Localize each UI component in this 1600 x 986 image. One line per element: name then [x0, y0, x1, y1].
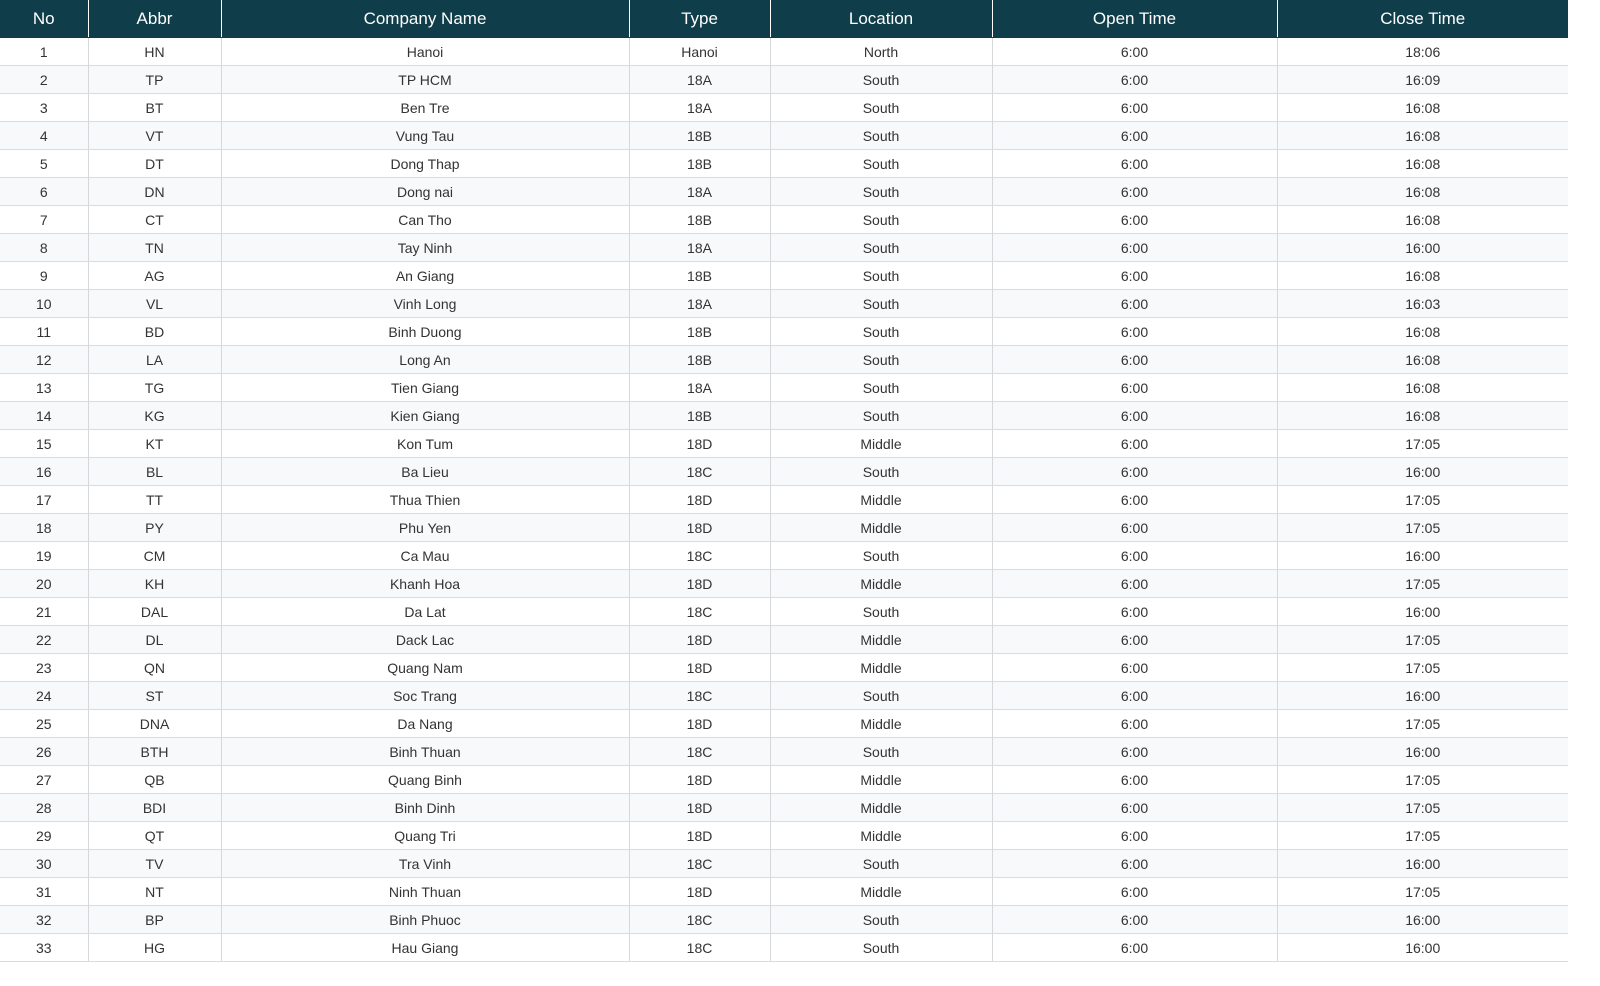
table-row[interactable] [0, 626, 1568, 654]
cell-location: South [770, 150, 992, 178]
cell-no: 31 [0, 878, 88, 906]
cell-no: 9 [0, 262, 88, 290]
cell-no: 3 [0, 94, 88, 122]
cell-abbr: TG [88, 374, 221, 402]
cell-no: 6 [0, 178, 88, 206]
column-header-type[interactable]: Type [629, 0, 770, 38]
cell-company-name: Ben Tre [221, 94, 629, 122]
cell-close-time: 16:00 [1277, 458, 1568, 486]
cell-type: 18C [629, 906, 770, 934]
cell-abbr: DAL [88, 598, 221, 626]
cell-close-time: 16:09 [1277, 66, 1568, 94]
cell-type: 18B [629, 402, 770, 430]
cell-type: Hanoi [629, 38, 770, 66]
cell-open-time: 6:00 [992, 486, 1277, 514]
cell-close-time: 17:05 [1277, 766, 1568, 794]
table-row[interactable] [0, 206, 1568, 234]
cell-abbr: QT [88, 822, 221, 850]
cell-company-name: Binh Phuoc [221, 906, 629, 934]
cell-no: 15 [0, 430, 88, 458]
cell-type: 18D [629, 822, 770, 850]
cell-location: South [770, 598, 992, 626]
cell-company-name: TP HCM [221, 66, 629, 94]
cell-type: 18A [629, 374, 770, 402]
cell-close-time: 17:05 [1277, 710, 1568, 738]
table-row[interactable] [0, 682, 1568, 710]
table-row[interactable] [0, 290, 1568, 318]
cell-open-time: 6:00 [992, 290, 1277, 318]
cell-type: 18B [629, 318, 770, 346]
cell-abbr: QN [88, 654, 221, 682]
cell-open-time: 6:00 [992, 150, 1277, 178]
cell-company-name: Quang Nam [221, 654, 629, 682]
cell-abbr: QB [88, 766, 221, 794]
table-row[interactable] [0, 542, 1568, 570]
cell-company-name: Binh Duong [221, 318, 629, 346]
cell-abbr: KT [88, 430, 221, 458]
cell-company-name: An Giang [221, 262, 629, 290]
column-header-no[interactable]: No [0, 0, 88, 38]
cell-open-time: 6:00 [992, 458, 1277, 486]
cell-no: 24 [0, 682, 88, 710]
cell-type: 18D [629, 710, 770, 738]
table-row[interactable] [0, 458, 1568, 486]
cell-no: 19 [0, 542, 88, 570]
cell-company-name: Khanh Hoa [221, 570, 629, 598]
table-body [0, 38, 1568, 962]
cell-abbr: BL [88, 458, 221, 486]
table-row[interactable] [0, 234, 1568, 262]
cell-open-time: 6:00 [992, 906, 1277, 934]
cell-close-time: 17:05 [1277, 570, 1568, 598]
cell-no: 33 [0, 934, 88, 962]
gutter-header-strip [1568, 0, 1600, 37]
cell-location: South [770, 934, 992, 962]
cell-location: South [770, 318, 992, 346]
cell-abbr: LA [88, 346, 221, 374]
cell-no: 29 [0, 822, 88, 850]
cell-open-time: 6:00 [992, 262, 1277, 290]
cell-abbr: TN [88, 234, 221, 262]
cell-location: South [770, 346, 992, 374]
cell-type: 18C [629, 934, 770, 962]
cell-close-time: 17:05 [1277, 654, 1568, 682]
cell-location: South [770, 234, 992, 262]
cell-abbr: HN [88, 38, 221, 66]
column-header-abbr[interactable]: Abbr [88, 0, 221, 38]
cell-open-time: 6:00 [992, 570, 1277, 598]
cell-location: South [770, 458, 992, 486]
table-row[interactable] [0, 934, 1568, 962]
cell-company-name: Kien Giang [221, 402, 629, 430]
cell-no: 20 [0, 570, 88, 598]
cell-location: Middle [770, 430, 992, 458]
cell-close-time: 17:05 [1277, 878, 1568, 906]
cell-open-time: 6:00 [992, 850, 1277, 878]
cell-abbr: TV [88, 850, 221, 878]
cell-company-name: Dack Lac [221, 626, 629, 654]
cell-type: 18D [629, 794, 770, 822]
cell-no: 23 [0, 654, 88, 682]
cell-no: 13 [0, 374, 88, 402]
cell-company-name: Thua Thien [221, 486, 629, 514]
cell-abbr: DNA [88, 710, 221, 738]
cell-type: 18D [629, 878, 770, 906]
cell-close-time: 17:05 [1277, 626, 1568, 654]
cell-abbr: DN [88, 178, 221, 206]
cell-no: 10 [0, 290, 88, 318]
cell-location: South [770, 122, 992, 150]
cell-company-name: Kon Tum [221, 430, 629, 458]
cell-no: 16 [0, 458, 88, 486]
cell-no: 1 [0, 38, 88, 66]
cell-open-time: 6:00 [992, 402, 1277, 430]
cell-close-time: 16:08 [1277, 318, 1568, 346]
cell-location: North [770, 38, 992, 66]
table-row[interactable] [0, 122, 1568, 150]
cell-abbr: NT [88, 878, 221, 906]
cell-company-name: Binh Dinh [221, 794, 629, 822]
cell-location: Middle [770, 794, 992, 822]
cell-type: 18D [629, 766, 770, 794]
cell-close-time: 16:00 [1277, 542, 1568, 570]
cell-no: 8 [0, 234, 88, 262]
cell-open-time: 6:00 [992, 430, 1277, 458]
cell-company-name: Hanoi [221, 38, 629, 66]
cell-close-time: 16:08 [1277, 402, 1568, 430]
table-row[interactable] [0, 766, 1568, 794]
cell-no: 4 [0, 122, 88, 150]
cell-close-time: 16:00 [1277, 234, 1568, 262]
cell-no: 25 [0, 710, 88, 738]
cell-type: 18B [629, 122, 770, 150]
cell-company-name: Binh Thuan [221, 738, 629, 766]
cell-type: 18C [629, 850, 770, 878]
cell-type: 18A [629, 290, 770, 318]
table-row[interactable] [0, 710, 1568, 738]
table-header [0, 0, 1568, 38]
cell-location: South [770, 66, 992, 94]
cell-company-name: Soc Trang [221, 682, 629, 710]
cell-location: South [770, 94, 992, 122]
cell-company-name: Vinh Long [221, 290, 629, 318]
cell-no: 28 [0, 794, 88, 822]
cell-close-time: 16:03 [1277, 290, 1568, 318]
cell-open-time: 6:00 [992, 682, 1277, 710]
cell-open-time: 6:00 [992, 346, 1277, 374]
cell-type: 18D [629, 514, 770, 542]
cell-type: 18B [629, 206, 770, 234]
cell-type: 18C [629, 682, 770, 710]
cell-location: Middle [770, 570, 992, 598]
table-row[interactable] [0, 850, 1568, 878]
cell-type: 18C [629, 458, 770, 486]
table-row[interactable] [0, 402, 1568, 430]
cell-close-time: 16:00 [1277, 598, 1568, 626]
cell-open-time: 6:00 [992, 94, 1277, 122]
cell-abbr: BD [88, 318, 221, 346]
cell-open-time: 6:00 [992, 710, 1277, 738]
cell-location: South [770, 178, 992, 206]
column-header-close-time[interactable]: Close Time [1277, 0, 1568, 38]
cell-company-name: Dong Thap [221, 150, 629, 178]
cell-type: 18A [629, 94, 770, 122]
cell-company-name: Dong nai [221, 178, 629, 206]
cell-location: South [770, 206, 992, 234]
cell-type: 18C [629, 598, 770, 626]
cell-company-name: Ca Mau [221, 542, 629, 570]
cell-abbr: CM [88, 542, 221, 570]
cell-location: South [770, 850, 992, 878]
cell-no: 2 [0, 66, 88, 94]
cell-close-time: 16:08 [1277, 178, 1568, 206]
cell-abbr: KG [88, 402, 221, 430]
cell-close-time: 16:08 [1277, 206, 1568, 234]
cell-open-time: 6:00 [992, 654, 1277, 682]
header-row [0, 0, 1568, 38]
cell-company-name: Tay Ninh [221, 234, 629, 262]
cell-no: 11 [0, 318, 88, 346]
cell-open-time: 6:00 [992, 878, 1277, 906]
cell-close-time: 18:06 [1277, 38, 1568, 66]
cell-type: 18B [629, 150, 770, 178]
cell-no: 7 [0, 206, 88, 234]
cell-close-time: 16:08 [1277, 122, 1568, 150]
cell-company-name: Can Tho [221, 206, 629, 234]
cell-type: 18A [629, 66, 770, 94]
cell-location: Middle [770, 766, 992, 794]
cell-no: 30 [0, 850, 88, 878]
table-row[interactable] [0, 94, 1568, 122]
cell-abbr: CT [88, 206, 221, 234]
table-row[interactable] [0, 178, 1568, 206]
cell-close-time: 16:00 [1277, 934, 1568, 962]
cell-open-time: 6:00 [992, 234, 1277, 262]
cell-close-time: 16:08 [1277, 150, 1568, 178]
cell-location: Middle [770, 878, 992, 906]
cell-company-name: Vung Tau [221, 122, 629, 150]
cell-abbr: VT [88, 122, 221, 150]
cell-company-name: Phu Yen [221, 514, 629, 542]
cell-type: 18C [629, 738, 770, 766]
cell-open-time: 6:00 [992, 598, 1277, 626]
cell-type: 18D [629, 654, 770, 682]
cell-type: 18B [629, 262, 770, 290]
column-header-open-time[interactable]: Open Time [992, 0, 1277, 38]
cell-type: 18D [629, 486, 770, 514]
cell-location: Middle [770, 486, 992, 514]
cell-abbr: HG [88, 934, 221, 962]
cell-no: 26 [0, 738, 88, 766]
cell-no: 21 [0, 598, 88, 626]
table-row[interactable] [0, 570, 1568, 598]
cell-no: 17 [0, 486, 88, 514]
cell-type: 18B [629, 346, 770, 374]
table-row[interactable] [0, 150, 1568, 178]
cell-location: South [770, 542, 992, 570]
cell-close-time: 16:00 [1277, 850, 1568, 878]
cell-open-time: 6:00 [992, 38, 1277, 66]
cell-close-time: 16:08 [1277, 262, 1568, 290]
cell-close-time: 16:08 [1277, 374, 1568, 402]
cell-open-time: 6:00 [992, 822, 1277, 850]
table-row[interactable] [0, 486, 1568, 514]
cell-abbr: AG [88, 262, 221, 290]
table-row[interactable] [0, 66, 1568, 94]
cell-location: Middle [770, 514, 992, 542]
cell-company-name: Quang Tri [221, 822, 629, 850]
cell-abbr: BTH [88, 738, 221, 766]
cell-location: South [770, 906, 992, 934]
cell-company-name: Da Lat [221, 598, 629, 626]
cell-company-name: Quang Binh [221, 766, 629, 794]
cell-company-name: Hau Giang [221, 934, 629, 962]
cell-close-time: 16:08 [1277, 346, 1568, 374]
column-header-company-name[interactable]: Company Name [221, 0, 629, 38]
cell-no: 27 [0, 766, 88, 794]
cell-open-time: 6:00 [992, 514, 1277, 542]
cell-close-time: 17:05 [1277, 486, 1568, 514]
cell-company-name: Tra Vinh [221, 850, 629, 878]
table-row[interactable] [0, 654, 1568, 682]
table-row[interactable] [0, 514, 1568, 542]
cell-close-time: 17:05 [1277, 822, 1568, 850]
cell-type: 18D [629, 626, 770, 654]
cell-abbr: TP [88, 66, 221, 94]
cell-no: 14 [0, 402, 88, 430]
cell-company-name: Ninh Thuan [221, 878, 629, 906]
table-row[interactable] [0, 906, 1568, 934]
cell-abbr: DT [88, 150, 221, 178]
cell-type: 18A [629, 234, 770, 262]
table-row[interactable] [0, 738, 1568, 766]
cell-abbr: TT [88, 486, 221, 514]
table-row[interactable] [0, 878, 1568, 906]
cell-abbr: PY [88, 514, 221, 542]
table-row[interactable] [0, 822, 1568, 850]
cell-open-time: 6:00 [992, 374, 1277, 402]
cell-location: Middle [770, 822, 992, 850]
cell-close-time: 16:00 [1277, 738, 1568, 766]
cell-open-time: 6:00 [992, 178, 1277, 206]
cell-open-time: 6:00 [992, 318, 1277, 346]
cell-location: Middle [770, 654, 992, 682]
cell-abbr: BDI [88, 794, 221, 822]
cell-close-time: 17:05 [1277, 794, 1568, 822]
cell-type: 18D [629, 570, 770, 598]
cell-location: South [770, 738, 992, 766]
cell-location: South [770, 262, 992, 290]
cell-company-name: Long An [221, 346, 629, 374]
cell-open-time: 6:00 [992, 626, 1277, 654]
cell-abbr: VL [88, 290, 221, 318]
cell-type: 18A [629, 178, 770, 206]
table-row[interactable] [0, 262, 1568, 290]
cell-company-name: Tien Giang [221, 374, 629, 402]
cell-no: 18 [0, 514, 88, 542]
cell-close-time: 16:08 [1277, 94, 1568, 122]
cell-open-time: 6:00 [992, 766, 1277, 794]
column-header-location[interactable]: Location [770, 0, 992, 38]
cell-no: 5 [0, 150, 88, 178]
cell-close-time: 17:05 [1277, 514, 1568, 542]
table-row[interactable] [0, 346, 1568, 374]
table-row[interactable] [0, 38, 1568, 66]
cell-abbr: KH [88, 570, 221, 598]
cell-open-time: 6:00 [992, 66, 1277, 94]
cell-open-time: 6:00 [992, 122, 1277, 150]
cell-type: 18D [629, 430, 770, 458]
cell-close-time: 17:05 [1277, 430, 1568, 458]
cell-close-time: 16:00 [1277, 906, 1568, 934]
cell-location: South [770, 402, 992, 430]
cell-no: 12 [0, 346, 88, 374]
cell-company-name: Ba Lieu [221, 458, 629, 486]
cell-location: South [770, 374, 992, 402]
cell-location: Middle [770, 626, 992, 654]
cell-open-time: 6:00 [992, 738, 1277, 766]
cell-close-time: 16:00 [1277, 682, 1568, 710]
cell-abbr: ST [88, 682, 221, 710]
cell-type: 18C [629, 542, 770, 570]
cell-open-time: 6:00 [992, 542, 1277, 570]
cell-location: South [770, 290, 992, 318]
cell-no: 32 [0, 906, 88, 934]
table-row[interactable] [0, 318, 1568, 346]
cell-abbr: BP [88, 906, 221, 934]
cell-abbr: DL [88, 626, 221, 654]
table-row[interactable] [0, 598, 1568, 626]
scrollbar-gutter [1568, 0, 1600, 986]
cell-no: 22 [0, 626, 88, 654]
cell-location: South [770, 682, 992, 710]
cell-open-time: 6:00 [992, 794, 1277, 822]
cell-company-name: Da Nang [221, 710, 629, 738]
cell-open-time: 6:00 [992, 934, 1277, 962]
table-row[interactable] [0, 374, 1568, 402]
table-row[interactable] [0, 794, 1568, 822]
cell-location: Middle [770, 710, 992, 738]
cell-abbr: BT [88, 94, 221, 122]
cell-open-time: 6:00 [992, 206, 1277, 234]
table-row[interactable] [0, 430, 1568, 458]
